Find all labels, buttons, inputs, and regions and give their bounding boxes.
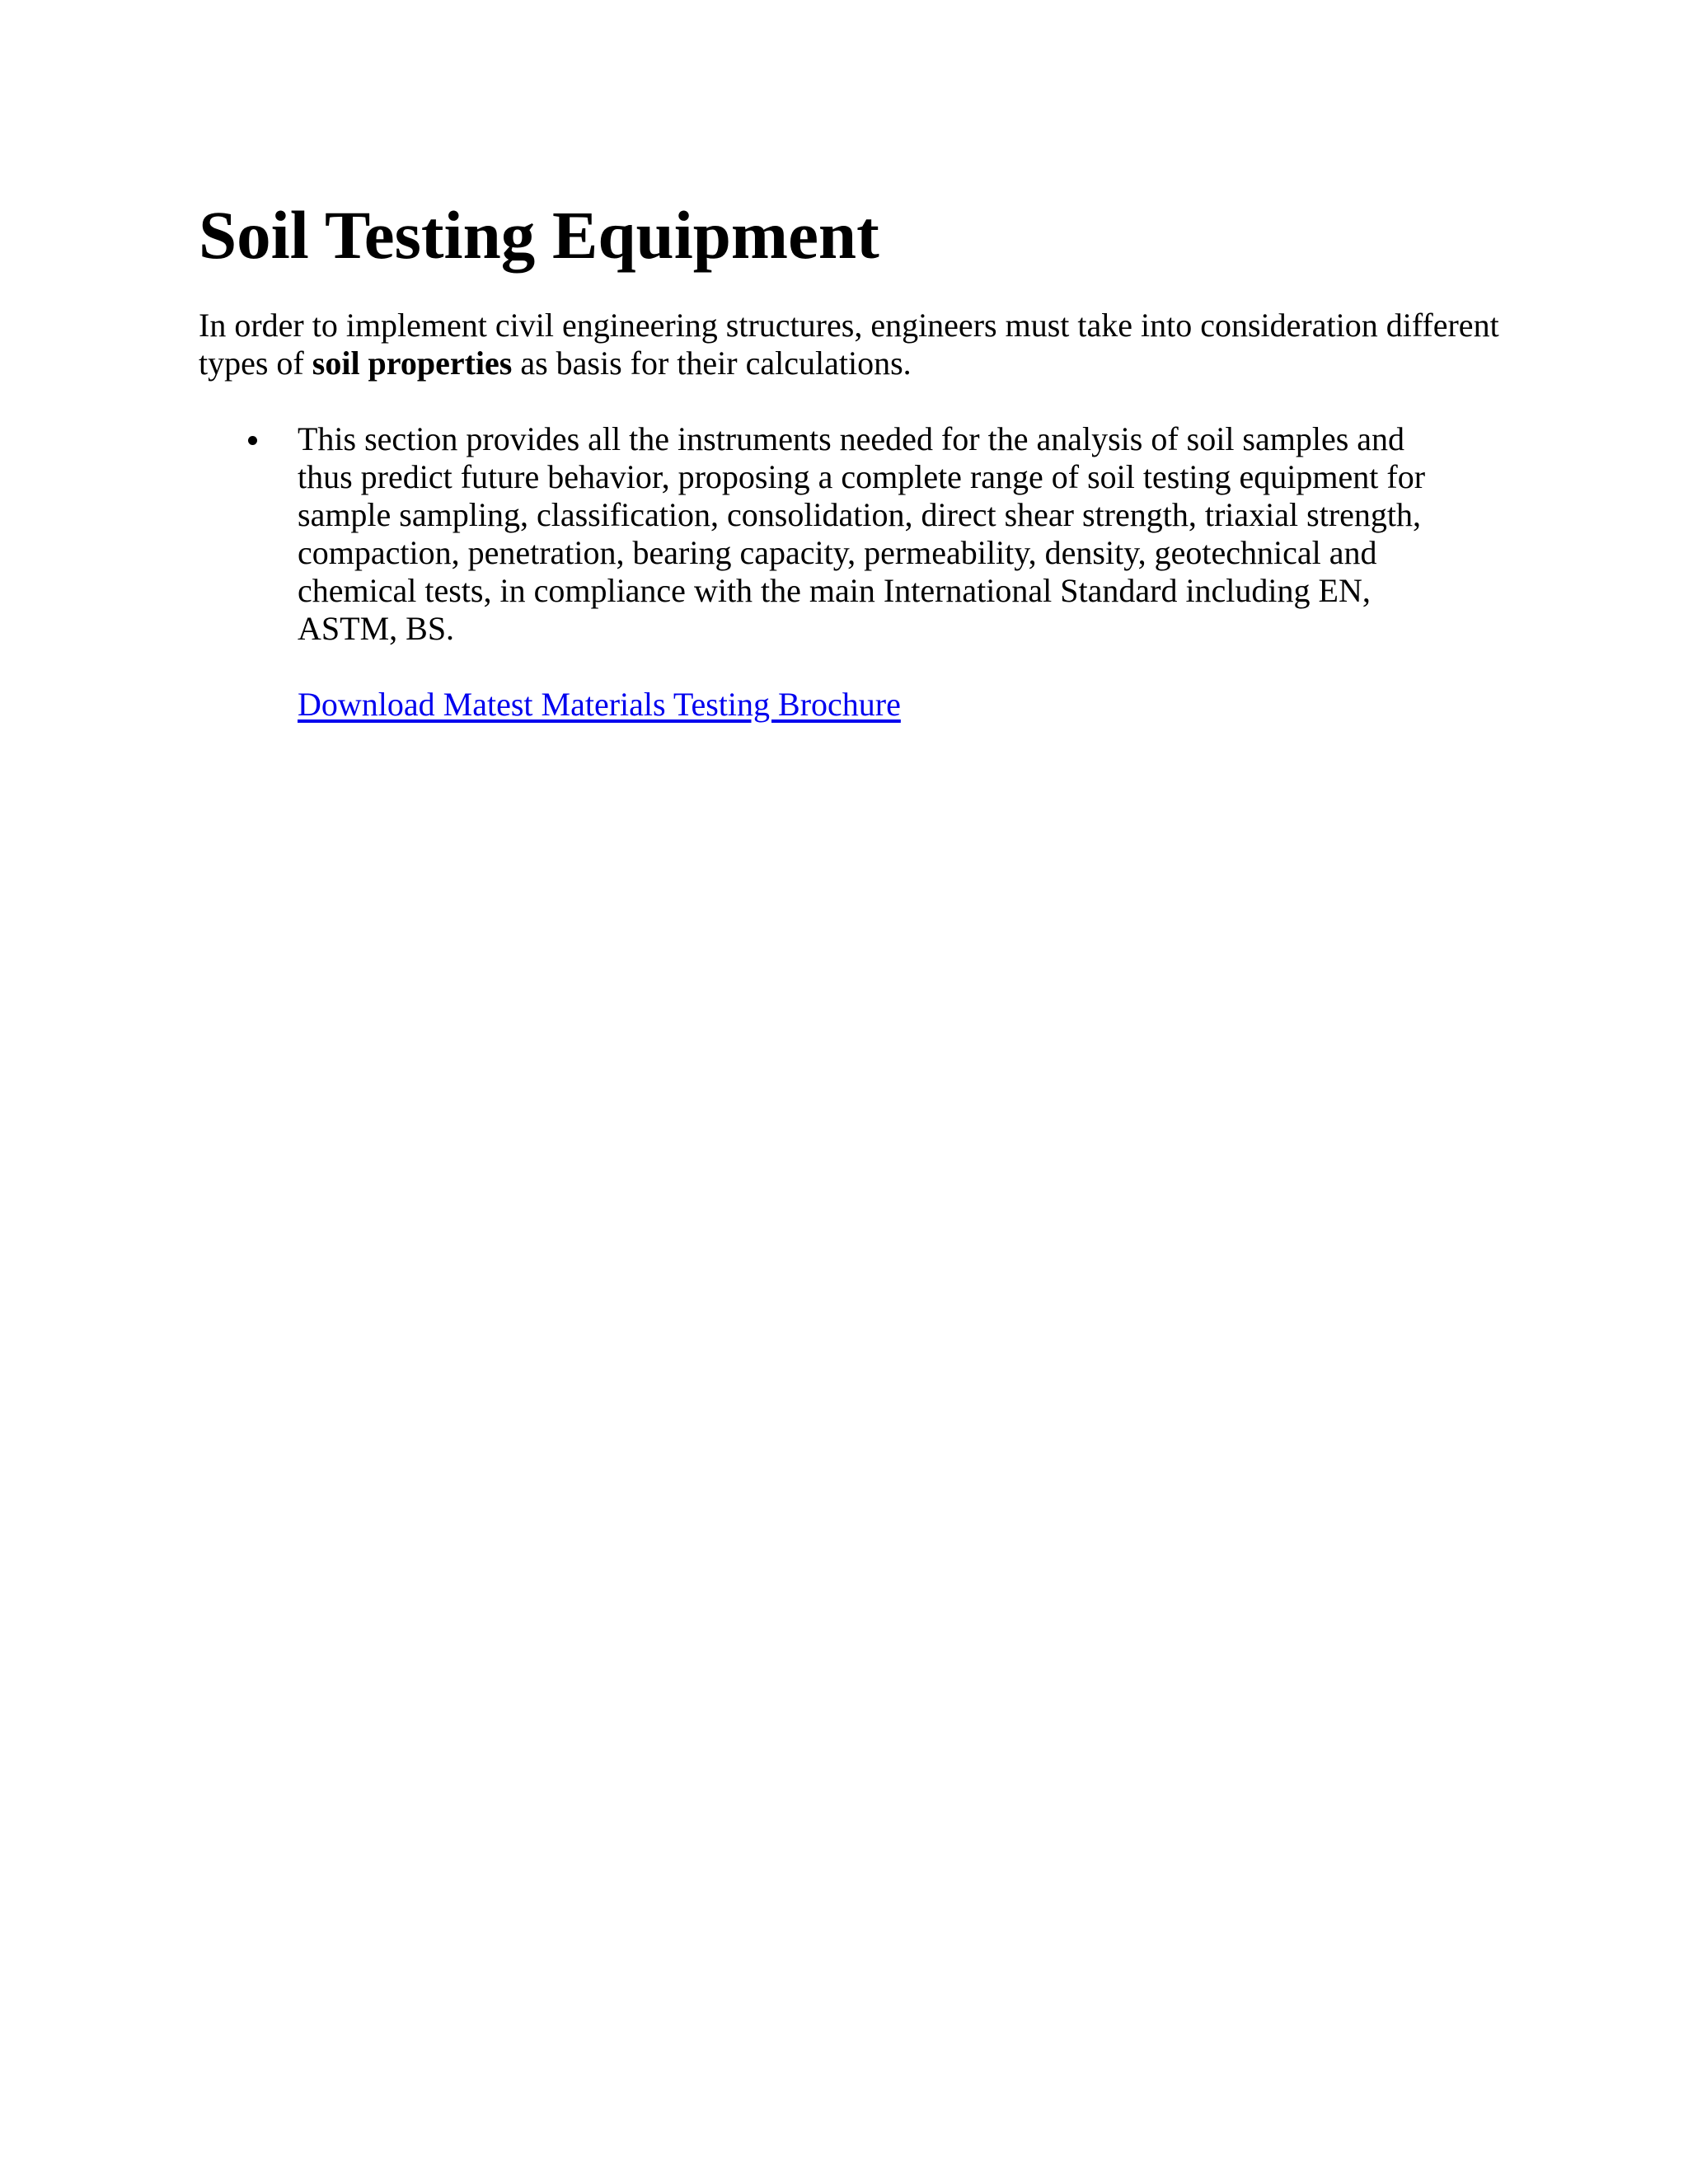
page-title: Soil Testing Equipment bbox=[199, 197, 879, 273]
download-brochure-link[interactable]: Download Matest Materials Testing Brochure bbox=[298, 686, 901, 723]
intro-paragraph bbox=[199, 307, 1501, 382]
link-paragraph bbox=[298, 686, 1501, 724]
intro-bold-term: soil properties bbox=[312, 344, 513, 382]
bullet-text: This section provides all the instruments needed for the analysis of soil samples and thus predict future behavior, proposing a complete range of soil testing equipment for sample sampling, classification, consolidation, direct shear strength, triaxial strength, compaction, penetration, bearing capacity, permeability, density, geotechnical and chemical tests, in compliance with the main International Standard including EN, ASTM, BS. bbox=[298, 420, 1426, 647]
bullet-list bbox=[199, 420, 1501, 724]
bullet-icon bbox=[248, 436, 257, 445]
list-item bbox=[199, 420, 1501, 724]
intro-text-before: In order to implement civil engineering structures, engineers must take into consideration different types of bbox=[199, 307, 1499, 382]
document-page bbox=[199, 190, 1501, 724]
intro-text-after: as basis for their calculations. bbox=[512, 344, 912, 382]
